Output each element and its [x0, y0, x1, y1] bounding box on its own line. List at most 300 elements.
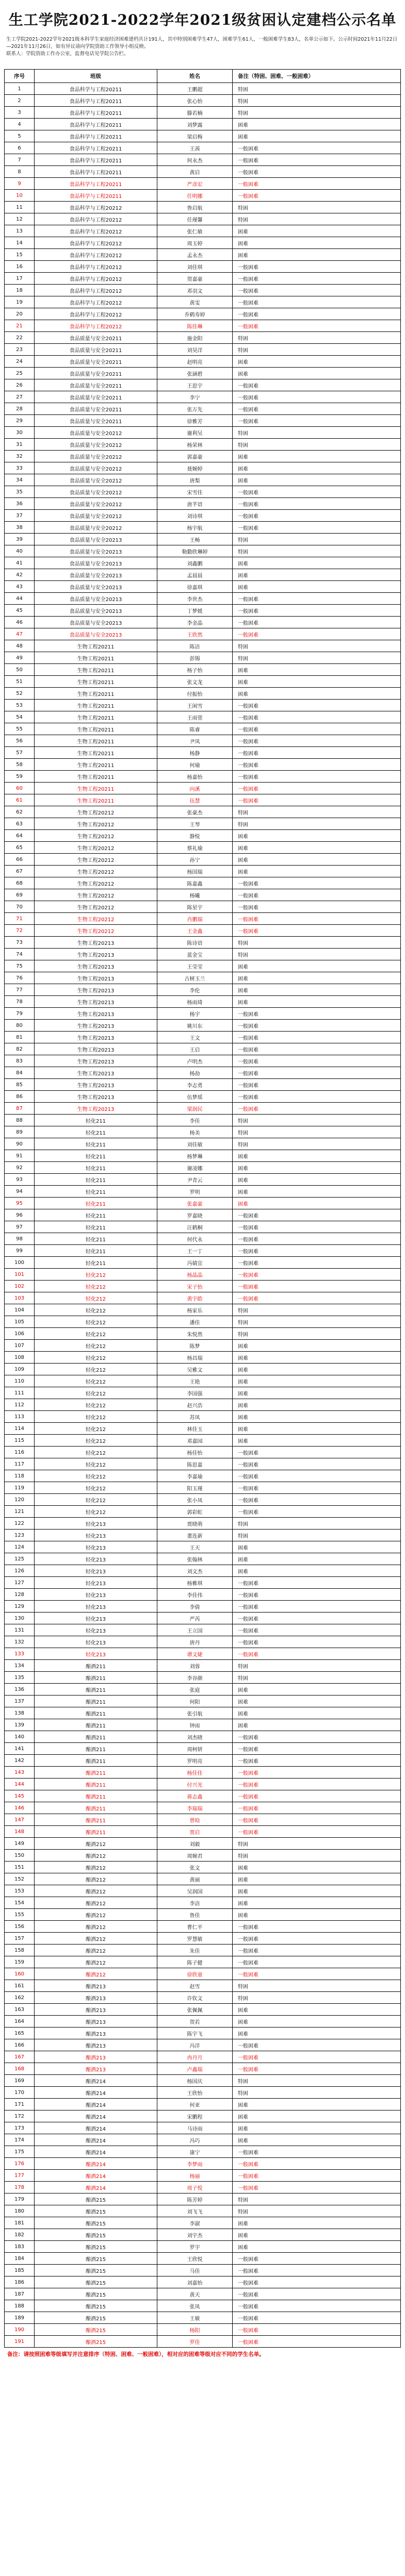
table-row	[5, 759, 401, 771]
row-level: 特困	[233, 949, 401, 960]
table-row	[5, 2027, 401, 2039]
row-index: 176	[5, 2158, 35, 2170]
row-student-name: 林佳玉	[157, 1423, 233, 1435]
row-student-name: 钟雨	[157, 1719, 233, 1731]
row-student-name: 姚川东	[157, 1020, 233, 1032]
row-student-name: 苏凤	[157, 1411, 233, 1423]
roster-body	[5, 83, 401, 2348]
row-index: 148	[5, 1826, 35, 1838]
row-class: 酿酒215	[35, 2205, 157, 2217]
row-index: 25	[5, 368, 35, 379]
table-row	[5, 2075, 401, 2087]
table-row	[5, 320, 401, 332]
row-student-name: 静悦	[157, 830, 233, 842]
table-row	[5, 747, 401, 759]
row-student-name: 李金晶	[157, 617, 233, 628]
row-class: 生物工程20212	[35, 866, 157, 877]
table-row	[5, 711, 401, 723]
table-row	[5, 2288, 401, 2300]
row-level: 困难	[233, 1565, 401, 1577]
row-level: 困难	[233, 1375, 401, 1387]
row-index: 43	[5, 581, 35, 593]
row-class: 酿酒213	[35, 2039, 157, 2051]
table-row	[5, 1340, 401, 1352]
table-row	[5, 1150, 401, 1162]
row-level: 困难	[233, 462, 401, 474]
row-class: 轻化213	[35, 1577, 157, 1589]
row-student-name: 谢利吴	[157, 427, 233, 439]
row-student-name: 杨国庆	[157, 2075, 233, 2087]
row-index: 189	[5, 2312, 35, 2324]
table-row	[5, 1565, 401, 1577]
row-index: 144	[5, 1779, 35, 1790]
row-index: 129	[5, 1601, 35, 1613]
table-row	[5, 1470, 401, 1482]
row-index: 61	[5, 794, 35, 806]
row-index: 70	[5, 901, 35, 913]
table-row	[5, 462, 401, 474]
row-level: 一般困难	[233, 1577, 401, 1589]
table-row	[5, 1067, 401, 1079]
row-class: 酿酒213	[35, 2016, 157, 2027]
row-index: 96	[5, 1209, 35, 1221]
row-index: 69	[5, 889, 35, 901]
row-index: 57	[5, 747, 35, 759]
row-index: 15	[5, 249, 35, 261]
row-index: 173	[5, 2122, 35, 2134]
row-class: 生物工程20211	[35, 688, 157, 700]
row-level: 特困	[233, 818, 401, 830]
table-row	[5, 1316, 401, 1328]
row-index: 174	[5, 2134, 35, 2146]
row-index: 41	[5, 557, 35, 569]
row-student-name: 黄雯	[157, 296, 233, 308]
row-level: 特困	[233, 1115, 401, 1126]
table-row	[5, 2276, 401, 2288]
row-student-name: 唐丹	[157, 1636, 233, 1648]
row-level: 困难	[233, 842, 401, 854]
row-index: 136	[5, 1684, 35, 1696]
row-level: 困难	[233, 368, 401, 379]
row-class: 食品科学与工程20212	[35, 225, 157, 237]
row-index: 134	[5, 1660, 35, 1672]
row-index: 180	[5, 2205, 35, 2217]
row-index: 48	[5, 640, 35, 652]
row-level: 一般困难	[233, 1956, 401, 1968]
row-class: 食品科学与工程20211	[35, 154, 157, 166]
row-level: 一般困难	[233, 1020, 401, 1032]
row-level: 一般困难	[233, 1067, 401, 1079]
table-row	[5, 2217, 401, 2229]
table-row	[5, 2039, 401, 2051]
row-index: 49	[5, 652, 35, 664]
row-level: 一般困难	[233, 261, 401, 273]
row-level: 困难	[233, 1897, 401, 1909]
row-index: 98	[5, 1233, 35, 1245]
row-class: 酿酒215	[35, 2312, 157, 2324]
row-level: 特困	[233, 1850, 401, 1862]
row-class: 酿酒211	[35, 1802, 157, 1814]
row-class: 轻化213	[35, 1530, 157, 1541]
row-class: 生物工程20212	[35, 877, 157, 889]
row-class: 生物工程20211	[35, 723, 157, 735]
row-student-name: 滕若楠	[157, 107, 233, 119]
row-index: 110	[5, 1375, 35, 1387]
row-student-name: 孟晨晨	[157, 569, 233, 581]
row-class: 酿酒212	[35, 1873, 157, 1885]
row-student-name: 鲁佳	[157, 1909, 233, 1921]
row-level: 困难	[233, 1707, 401, 1719]
row-class: 轻化211	[35, 1245, 157, 1257]
row-level: 困难	[233, 2217, 401, 2229]
row-class: 食品质量与安全20212	[35, 522, 157, 534]
row-level: 困难	[233, 960, 401, 972]
table-row	[5, 510, 401, 522]
row-index: 159	[5, 1956, 35, 1968]
row-student-name: 向溪	[157, 783, 233, 794]
table-row	[5, 2241, 401, 2253]
row-level: 一般困难	[233, 1458, 401, 1470]
table-row	[5, 1945, 401, 1956]
row-index: 42	[5, 569, 35, 581]
table-row	[5, 178, 401, 190]
row-student-name: 卢明杰	[157, 1055, 233, 1067]
row-student-name: 张翰林	[157, 1553, 233, 1565]
row-index: 133	[5, 1648, 35, 1660]
row-index: 80	[5, 1020, 35, 1032]
row-student-name: 刘梦露	[157, 119, 233, 130]
row-student-name: 徐欣童	[157, 1968, 233, 1980]
row-class: 轻化212	[35, 1458, 157, 1470]
row-class: 酿酒212	[35, 1945, 157, 1956]
table-row	[5, 2193, 401, 2205]
row-student-name: 曾晗	[157, 1814, 233, 1826]
row-level: 一般困难	[233, 510, 401, 522]
row-student-name: 蒋志鑫	[157, 1790, 233, 1802]
row-level: 一般困难	[233, 1470, 401, 1482]
row-level: 一般困难	[233, 1043, 401, 1055]
row-student-name: 陈梦	[157, 1340, 233, 1352]
row-level: 特困	[233, 1530, 401, 1541]
row-student-name: 马诗雨	[157, 2122, 233, 2134]
table-row	[5, 1506, 401, 1518]
row-student-name: 严彦宏	[157, 178, 233, 190]
row-index: 52	[5, 688, 35, 700]
row-index: 2	[5, 95, 35, 107]
row-level: 一般困难	[233, 759, 401, 771]
row-index: 40	[5, 545, 35, 557]
row-level: 一般困难	[233, 2146, 401, 2158]
table-row	[5, 1103, 401, 1115]
row-level: 一般困难	[233, 320, 401, 332]
row-index: 20	[5, 308, 35, 320]
row-index: 90	[5, 1138, 35, 1150]
row-index: 89	[5, 1126, 35, 1138]
row-student-name: 尹青云	[157, 1174, 233, 1186]
row-class: 食品质量与安全20211	[35, 391, 157, 403]
table-row	[5, 735, 401, 747]
table-row	[5, 1790, 401, 1802]
row-class: 食品质量与安全20212	[35, 498, 157, 510]
table-row	[5, 640, 401, 652]
row-class: 酿酒211	[35, 1767, 157, 1779]
row-index: 56	[5, 735, 35, 747]
row-index: 181	[5, 2217, 35, 2229]
row-class: 酿酒211	[35, 1826, 157, 1838]
table-row	[5, 427, 401, 439]
row-level: 特困	[233, 806, 401, 818]
intro-paragraph: 生工学院2021-2022学年2021级本科学生家庭经济困难建档共计191人，其中特别困难学生47人，困难学生61人，一般困难学生83人，名单公示如下。公示时间2021年11月22日—2021年11月26日，如有异议请向学院资助工作领导小组反映。	[6, 37, 398, 49]
row-student-name: 付兴光	[157, 1779, 233, 1790]
row-class: 酿酒213	[35, 2051, 157, 2063]
table-row	[5, 2324, 401, 2336]
table-row	[5, 119, 401, 130]
header-name: 姓名	[157, 70, 233, 83]
row-student-name: 杨梦琳	[157, 1150, 233, 1162]
row-index: 184	[5, 2253, 35, 2265]
table-row	[5, 2134, 401, 2146]
row-level: 一般困难	[233, 711, 401, 723]
table-row	[5, 1826, 401, 1838]
table-row	[5, 889, 401, 901]
row-student-name: 张小凤	[157, 1494, 233, 1506]
row-student-name: 朱悦然	[157, 1328, 233, 1340]
table-row	[5, 1364, 401, 1375]
table-row	[5, 1541, 401, 1553]
row-class: 轻化212	[35, 1352, 157, 1364]
row-class: 食品科学与工程20211	[35, 178, 157, 190]
row-level: 困难	[233, 1696, 401, 1707]
table-row	[5, 486, 401, 498]
row-student-name: 王欣悦	[157, 2253, 233, 2265]
row-level: 困难	[233, 984, 401, 996]
row-index: 19	[5, 296, 35, 308]
table-row	[5, 806, 401, 818]
row-level: 一般困难	[233, 1079, 401, 1091]
row-level: 特困	[233, 2193, 401, 2205]
row-class: 轻化212	[35, 1447, 157, 1458]
row-index: 53	[5, 700, 35, 711]
row-level: 困难	[233, 830, 401, 842]
row-level: 困难	[233, 1352, 401, 1364]
table-row	[5, 2110, 401, 2122]
table-row	[5, 498, 401, 510]
row-index: 51	[5, 676, 35, 688]
row-class: 酿酒215	[35, 2300, 157, 2312]
row-student-name: 李倩	[157, 1601, 233, 1613]
row-level: 一般困难	[233, 154, 401, 166]
table-row	[5, 415, 401, 427]
row-student-name: 李谷颜	[157, 1672, 233, 1684]
row-index: 72	[5, 925, 35, 937]
row-level: 特困	[233, 1316, 401, 1328]
row-student-name: 宋子怡	[157, 1281, 233, 1292]
table-row	[5, 1055, 401, 1067]
row-level: 困难	[233, 1719, 401, 1731]
row-student-name: 杨曦	[157, 889, 233, 901]
intro-text	[6, 36, 399, 65]
row-index: 141	[5, 1743, 35, 1755]
row-student-name: 张文龙	[157, 676, 233, 688]
table-row	[5, 1008, 401, 1020]
row-level: 一般困难	[233, 1245, 401, 1257]
row-index: 4	[5, 119, 35, 130]
row-level: 一般困难	[233, 522, 401, 534]
row-class: 轻化211	[35, 1198, 157, 1209]
row-student-name: 孙宁	[157, 854, 233, 866]
row-level: 困难	[233, 1174, 401, 1186]
row-index: 85	[5, 1079, 35, 1091]
row-class: 轻化213	[35, 1565, 157, 1577]
table-row	[5, 1292, 401, 1304]
row-student-name: 严芮	[157, 1613, 233, 1624]
row-level: 特困	[233, 1138, 401, 1150]
table-row	[5, 249, 401, 261]
row-level: 困难	[233, 1186, 401, 1198]
table-row	[5, 771, 401, 783]
table-row	[5, 2182, 401, 2193]
row-student-name: 黄天	[157, 2288, 233, 2300]
row-index: 105	[5, 1316, 35, 1328]
row-index: 44	[5, 593, 35, 605]
row-index: 84	[5, 1067, 35, 1079]
row-level: 一般困难	[233, 178, 401, 190]
row-class: 食品质量与安全20213	[35, 617, 157, 628]
row-level: 特困	[233, 2087, 401, 2099]
table-row	[5, 2051, 401, 2063]
row-level: 特困	[233, 2075, 401, 2087]
row-student-name: 唐梨	[157, 474, 233, 486]
row-class: 食品科学与工程20212	[35, 296, 157, 308]
row-index: 75	[5, 960, 35, 972]
row-index: 58	[5, 759, 35, 771]
table-row	[5, 2122, 401, 2134]
row-index: 12	[5, 213, 35, 225]
row-class: 食品科学与工程20212	[35, 320, 157, 332]
row-student-name: 何亚	[157, 2099, 233, 2110]
row-level: 一般困难	[233, 2336, 401, 2348]
row-class: 酿酒214	[35, 2170, 157, 2182]
table-row	[5, 1897, 401, 1909]
table-row	[5, 1375, 401, 1387]
row-index: 109	[5, 1364, 35, 1375]
row-level: 困难	[233, 474, 401, 486]
row-level: 困难	[233, 1411, 401, 1423]
row-level: 困难	[233, 1909, 401, 1921]
row-index: 111	[5, 1387, 35, 1399]
row-class: 食品科学与工程20211	[35, 95, 157, 107]
row-student-name: 陈睿	[157, 723, 233, 735]
row-class: 酿酒215	[35, 2288, 157, 2300]
row-index: 101	[5, 1269, 35, 1281]
row-student-name: 杨劼	[157, 1067, 233, 1079]
row-student-name: 赵兴浩	[157, 1399, 233, 1411]
row-student-name: 张涵碧	[157, 368, 233, 379]
row-index: 108	[5, 1352, 35, 1364]
row-class: 酿酒212	[35, 1885, 157, 1897]
row-student-name: 尹凤	[157, 735, 233, 747]
row-student-name: 黄启	[157, 166, 233, 178]
row-index: 157	[5, 1933, 35, 1945]
row-index: 16	[5, 261, 35, 273]
row-index: 166	[5, 2039, 35, 2051]
row-student-name: 李国强	[157, 1387, 233, 1399]
row-student-name: 贺嘉豪	[157, 273, 233, 285]
row-level: 特困	[233, 1328, 401, 1340]
row-student-name: 肖鹏瑞	[157, 913, 233, 925]
table-row	[5, 1043, 401, 1055]
row-student-name: 王一丁	[157, 1245, 233, 1257]
header-index: 序号	[5, 70, 35, 83]
row-level: 困难	[233, 1862, 401, 1873]
row-level: 困难	[233, 249, 401, 261]
row-class: 轻化212	[35, 1387, 157, 1399]
table-row	[5, 1767, 401, 1779]
row-class: 食品质量与安全20212	[35, 462, 157, 474]
table-row	[5, 1968, 401, 1980]
table-row	[5, 1186, 401, 1198]
row-student-name: 曹仁平	[157, 1921, 233, 1933]
row-level: 一般困难	[233, 771, 401, 783]
row-student-name: 王闲雪	[157, 700, 233, 711]
row-class: 轻化211	[35, 1257, 157, 1269]
row-level: 一般困难	[233, 2288, 401, 2300]
row-index: 118	[5, 1470, 35, 1482]
table-row	[5, 1684, 401, 1696]
row-level: 一般困难	[233, 2300, 401, 2312]
row-level: 特困	[233, 1518, 401, 1530]
row-level: 一般困难	[233, 1921, 401, 1933]
row-student-name: 聂婉婷	[157, 462, 233, 474]
row-index: 121	[5, 1506, 35, 1518]
row-index: 68	[5, 877, 35, 889]
row-level: 特困	[233, 439, 401, 451]
footnote: 备注：请按照困难等级填写并注意排序（特困、困难、一般困难），相对应的困难等级对应不同的学生名单。	[7, 2351, 265, 2357]
row-student-name: 汪鹤桐	[157, 1221, 233, 1233]
row-class: 生物工程20213	[35, 937, 157, 949]
row-index: 188	[5, 2300, 35, 2312]
row-level: 一般困难	[233, 925, 401, 937]
table-row	[5, 1696, 401, 1707]
row-class: 轻化212	[35, 1435, 157, 1447]
row-level: 一般困难	[233, 1779, 401, 1790]
table-row	[5, 273, 401, 285]
row-index: 86	[5, 1091, 35, 1103]
table-row	[5, 1411, 401, 1423]
row-level: 一般困难	[233, 379, 401, 391]
row-student-name: 梁启梅	[157, 130, 233, 142]
row-class: 生物工程20212	[35, 854, 157, 866]
row-student-name: 王文	[157, 1032, 233, 1043]
row-level: 一般困难	[233, 783, 401, 794]
row-level: 一般困难	[233, 2182, 401, 2193]
row-class: 轻化211	[35, 1162, 157, 1174]
row-index: 158	[5, 1945, 35, 1956]
row-level: 一般困难	[233, 794, 401, 806]
row-class: 轻化213	[35, 1589, 157, 1601]
row-class: 生物工程20213	[35, 1032, 157, 1043]
row-class: 生物工程20213	[35, 1091, 157, 1103]
row-index: 60	[5, 783, 35, 794]
row-level: 特困	[233, 534, 401, 545]
row-class: 轻化213	[35, 1624, 157, 1636]
row-student-name: 宋雪佳	[157, 486, 233, 498]
row-student-name: 宋鹏程	[157, 2110, 233, 2122]
row-class: 轻化211	[35, 1186, 157, 1198]
row-student-name: 许钦文	[157, 1992, 233, 2004]
table-row	[5, 190, 401, 202]
row-level: 一般困难	[233, 1506, 401, 1518]
